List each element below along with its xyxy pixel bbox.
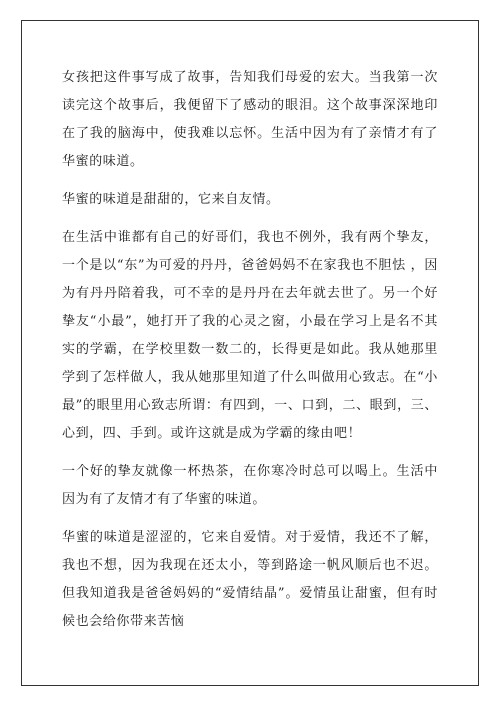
paragraph-3: 在生活中谁都有自己的好哥们，我也不例外，我有两个挚友，一个是以“东”为可爱的丹丹，爸爸妈妈不在家我也不胆怯 ，因为有丹丹陪着我，可不幸的是丹丹在去年就去世了。另一个好挚友“小最”，她打开了我的心灵之窗，小最在学习上是名不其实的学霸，在学校里数一数二的，长得更是如此。我从她那里学到了怎样做人，我从她那里知道了什么叫做用心致志。在“小最”的眼里用心致志所谓：有四到，一、口到，二、眼到，三、心到，四、手到。或许这就是成为学霸的缘由吧！ — [62, 230, 438, 441]
paragraph-5: 华蜜的味道是涩涩的，它来自爱情。对于爱情，我还不了解，我也不想，因为我现在还太小，等到路途一帆风顺后也不迟。但我知道我是爸爸妈妈的“爱情结晶”。爱情虽让甜蜜，但有时候也会给你带来苦恼 — [62, 530, 438, 629]
paragraph-1: 女孩把这件事写成了故事，告知我们母爱的宏大。当我第一次读完这个故事后，我便留下了感动的眼泪。这个故事深深地印在了我的脑海中，使我难以忘怀。生活中因为有了亲情才有了华蜜的味道。 — [62, 70, 438, 169]
paragraph-2: 华蜜的味道是甜甜的，它来自友情。 — [62, 192, 280, 207]
paragraph-4: 一个好的挚友就像一杯热茶，在你寒冷时总可以喝上。生活中因为有了友情才有了华蜜的味道。 — [62, 464, 438, 507]
document-body — [62, 64, 438, 646]
